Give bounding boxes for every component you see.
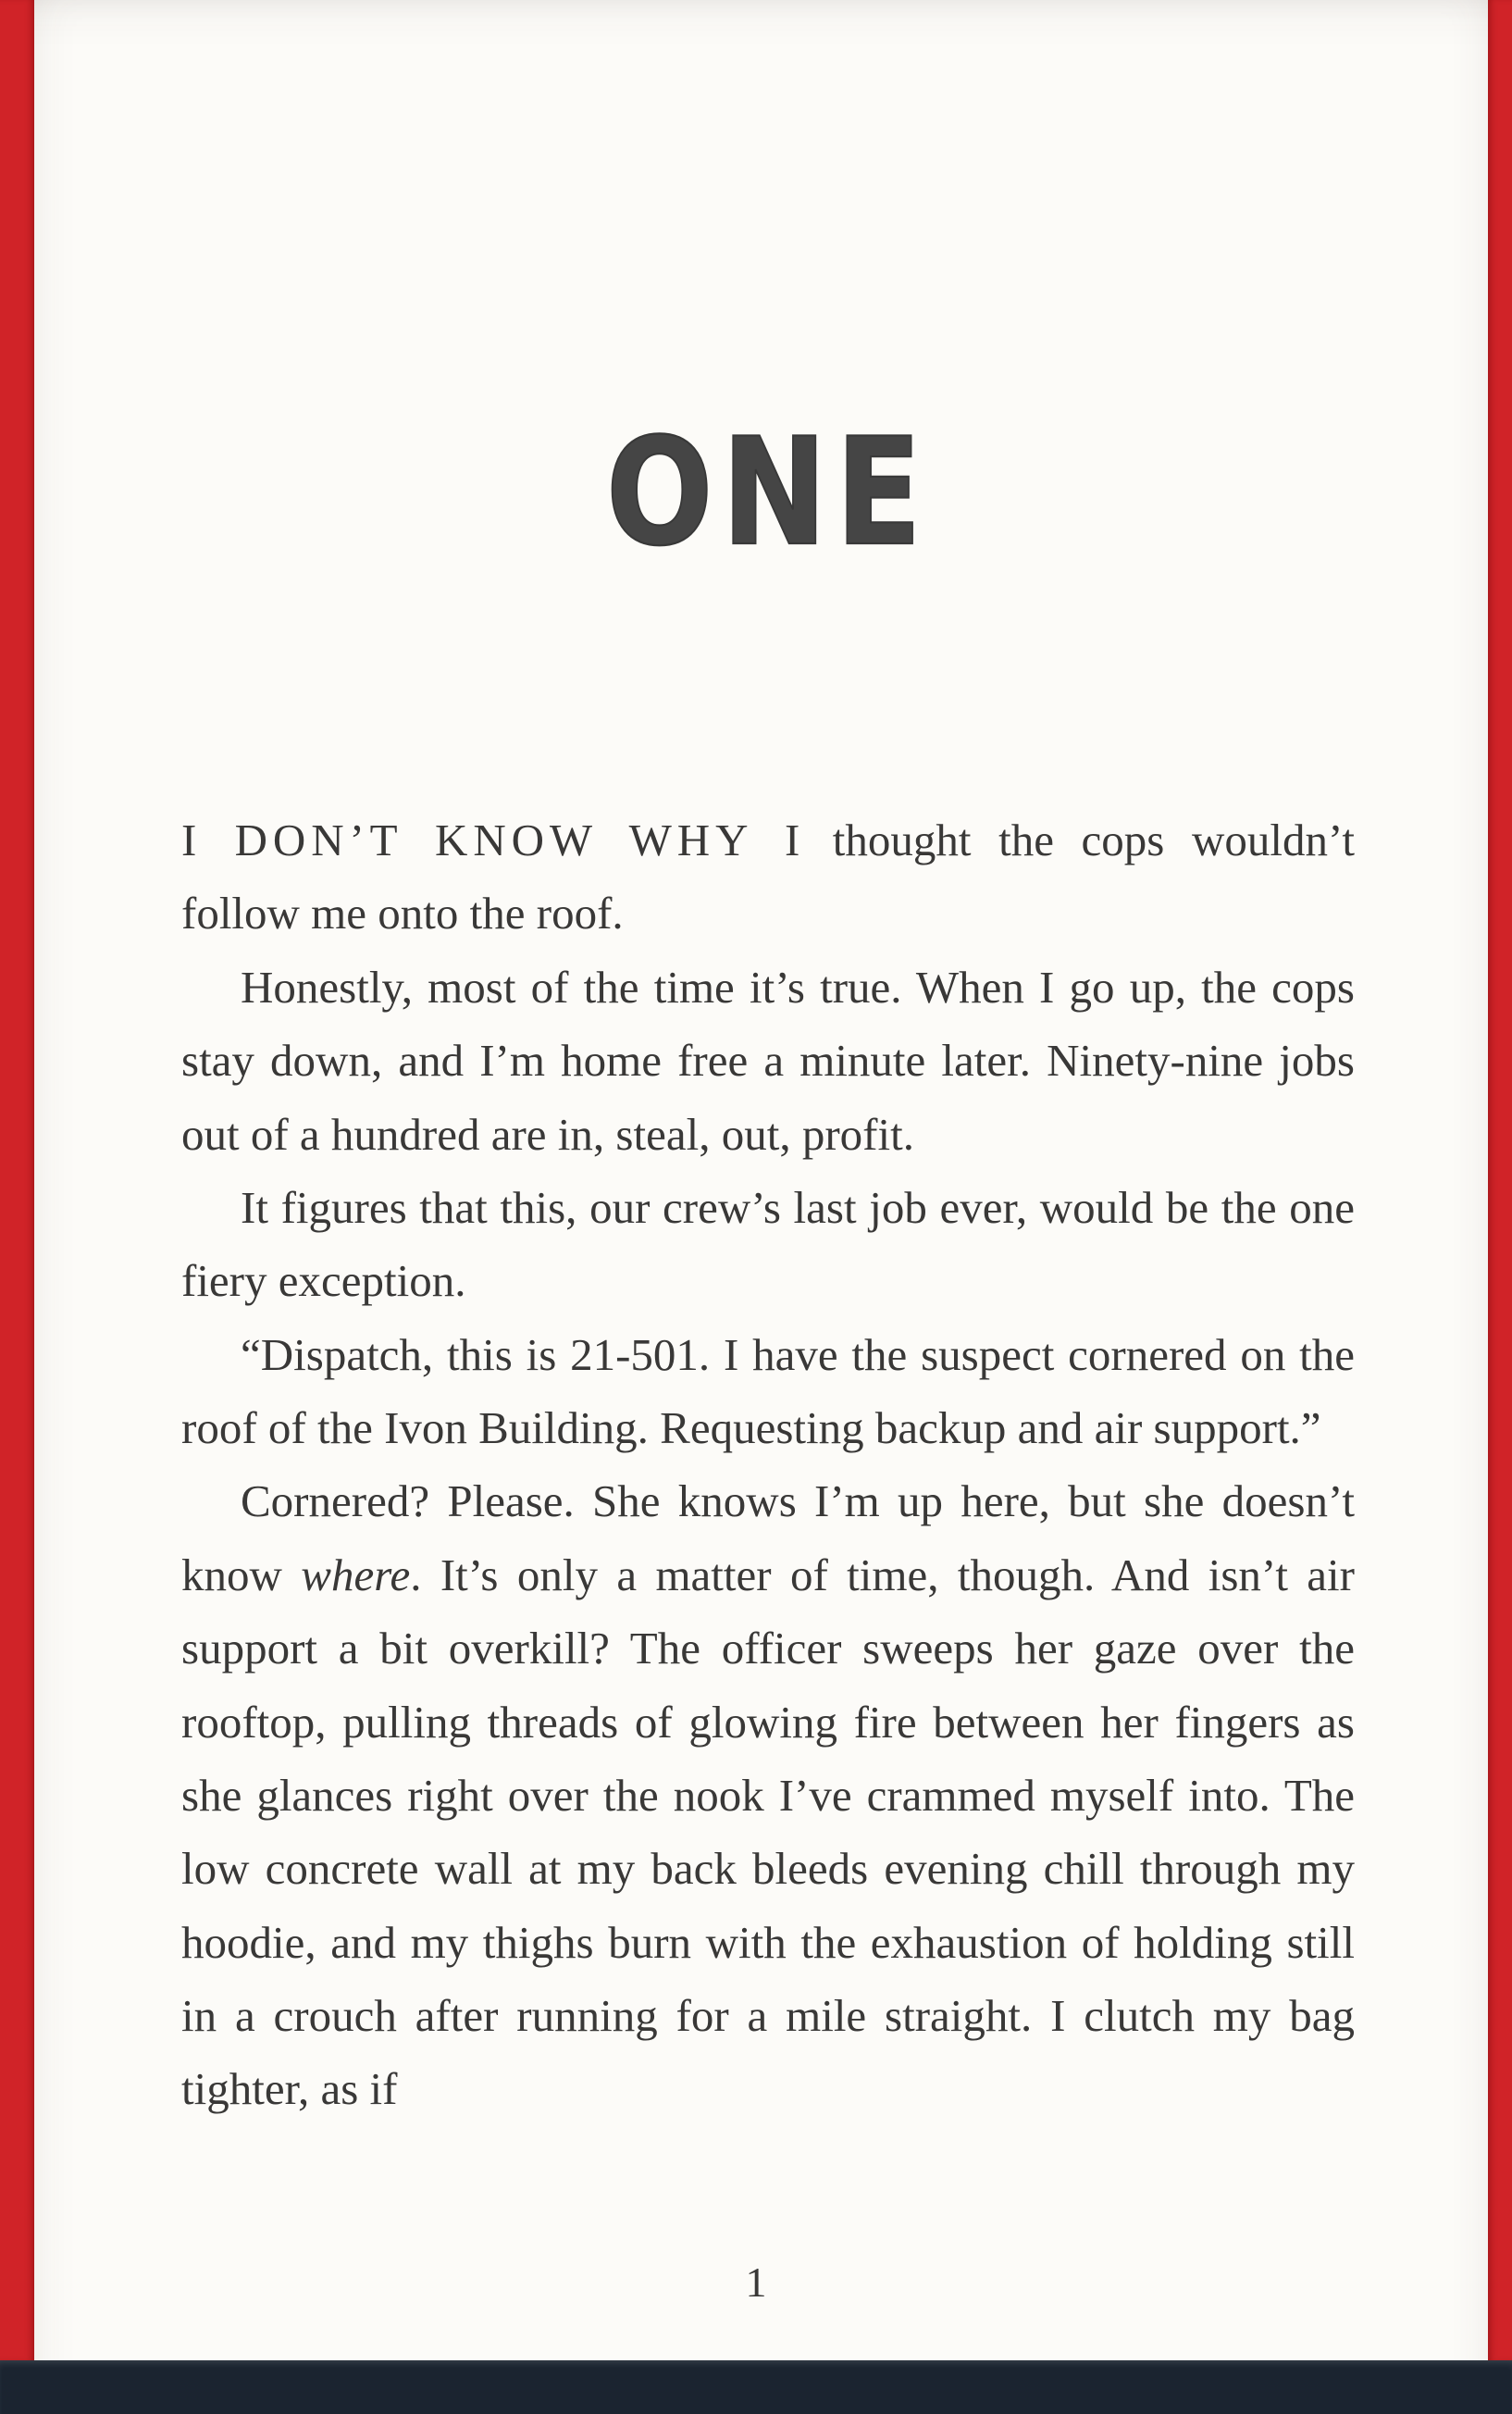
paragraph-text: thought the cops wouldn’t follow me onto the roof. bbox=[181, 815, 1355, 939]
chapter-title: ONE bbox=[605, 406, 931, 579]
body-text bbox=[181, 803, 1355, 2126]
paragraph bbox=[181, 1171, 1355, 1318]
paragraph-text: It figures that this, our crew’s last job ever, would be the one fiery exception. bbox=[181, 1181, 1355, 1307]
red-page-edge-right bbox=[1488, 0, 1512, 2360]
paragraph-text: where bbox=[301, 1549, 411, 1600]
paragraph bbox=[181, 803, 1355, 951]
book-cover-bottom-edge bbox=[0, 2360, 1512, 2414]
page-content bbox=[181, 0, 1355, 2126]
paragraph-opener-text: I DON’T KNOW WHY I bbox=[181, 815, 806, 865]
paragraph-text: Honestly, most of the time it’s true. When I go up, the cops stay down, and I’m home free a minute later. Ninety-nine jobs out of a hundred are in, steal, out, profit. bbox=[181, 961, 1355, 1160]
paragraph-text: Cornered? Please. She knows I’m up here, but she doesn’t know bbox=[181, 1475, 1355, 1600]
paragraph bbox=[181, 1318, 1355, 1465]
paragraph bbox=[181, 951, 1355, 1171]
page-number: 1 bbox=[745, 2258, 767, 2306]
paragraph-text: . It’s only a matter of time, though. And isn’t air support a bit overkill? The officer sweeps her gaze over the rooftop, pulling threads of glowing fire between her fingers as she glances right over the nook I’ve crammed myself into. The low concrete wall at my back bleeds evening chill through my hoodie, and my thighs burn with the exhaustion of holding still in a crouch after running for a mile straight. I clutch my bag tighter, as if bbox=[181, 1549, 1355, 2115]
paragraph bbox=[181, 1464, 1355, 2125]
paragraph-text: “Dispatch, this is 21-501. I have the suspect cornered on the roof of the Ivon Building. Requesting backup and air support.” bbox=[181, 1328, 1355, 1453]
red-page-edge-left bbox=[0, 0, 34, 2360]
